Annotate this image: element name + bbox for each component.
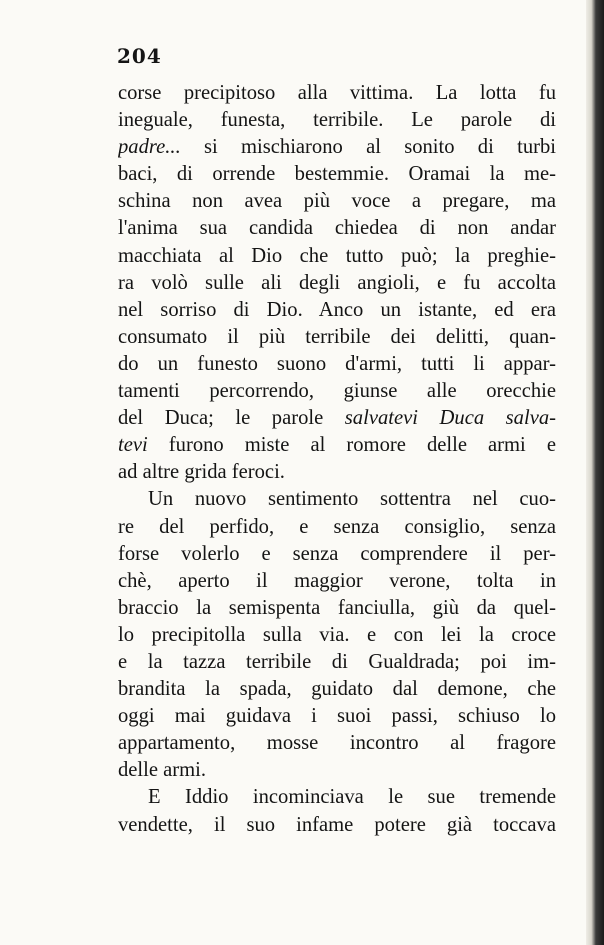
text-line xyxy=(118,432,556,459)
text-line xyxy=(118,80,556,107)
text-segment: delle armi. xyxy=(118,759,207,782)
text-segment: corse precipitoso alla vittima. La lotta fu xyxy=(118,82,556,104)
text-line xyxy=(118,757,556,784)
text-line xyxy=(118,568,556,595)
text-segment: lo precipitolla sulla via. e con lei la croce xyxy=(118,623,556,646)
text-line xyxy=(118,595,556,622)
text-segment: si mischiarono al sonito di turbi xyxy=(180,136,556,159)
text-segment: Un nuovo sentimento sottentra nel cuo- xyxy=(148,488,556,511)
text-segment: consumato il più terribile dei delitti, quan- xyxy=(118,325,556,348)
text-line xyxy=(118,676,556,703)
text-line xyxy=(118,270,556,297)
text-line xyxy=(118,324,556,351)
text-segment: braccio la semispenta fanciulla, giù da quel- xyxy=(118,596,556,619)
text-line xyxy=(118,622,556,649)
text-segment: ra volò sulle ali degli angioli, e fu accolta xyxy=(118,271,556,294)
italic-text: salvatevi Duca salva- xyxy=(344,407,556,430)
text-line xyxy=(118,703,556,730)
text-line xyxy=(118,215,556,242)
text-segment: re del perfido, e senza consiglio, senza xyxy=(118,515,556,538)
text-segment: schina non avea più voce a pregare, ma xyxy=(118,190,556,213)
text-segment: nel sorriso di Dio. Anco un istante, ed era xyxy=(118,298,556,321)
text-segment: furono miste al romore delle armi e xyxy=(147,434,556,457)
italic-text: padre... xyxy=(118,136,181,159)
text-segment: vendette, il suo infame potere già toccava xyxy=(118,813,556,836)
text-line xyxy=(118,812,556,839)
text-segment: tamenti percorrendo, giunse alle orecchie xyxy=(118,380,556,403)
text-line xyxy=(118,351,556,378)
text-line xyxy=(118,784,556,811)
body-text xyxy=(118,80,556,839)
text-segment: del Duca; le parole xyxy=(118,407,345,430)
text-segment: chè, aperto il maggior verone, tolta in xyxy=(118,569,556,592)
text-segment: e la tazza terribile di Gualdrada; poi im- xyxy=(118,650,556,673)
text-line xyxy=(118,243,556,270)
text-segment: ineguale, funesta, terribile. Le parole di xyxy=(118,109,556,132)
text-line xyxy=(118,161,556,188)
text-segment: l'anima sua candida chiedea di non andar xyxy=(118,217,556,240)
text-line xyxy=(118,459,556,486)
text-line xyxy=(118,378,556,405)
text-segment: baci, di orrende bestemmie. Oramai la me- xyxy=(118,163,556,186)
text-segment: E Iddio incominciava le sue tremende xyxy=(148,786,556,809)
text-line xyxy=(118,405,556,432)
text-segment: do un funesto suono d'armi, tutti li appar- xyxy=(118,352,556,375)
text-line xyxy=(118,107,556,134)
text-line xyxy=(118,188,556,215)
text-line xyxy=(118,514,556,541)
text-line xyxy=(118,730,556,757)
page-number: 204 xyxy=(117,44,162,68)
text-segment: forse volerlo e senza comprendere il per- xyxy=(118,542,556,565)
page-binding-edge xyxy=(586,0,604,945)
text-line xyxy=(118,486,556,513)
text-segment: oggi mai guidava i suoi passi, schiuso lo xyxy=(118,705,556,728)
text-line xyxy=(118,541,556,568)
text-line xyxy=(118,297,556,324)
text-line xyxy=(118,134,556,161)
text-segment: macchiata al Dio che tutto può; la preghie- xyxy=(118,244,556,267)
text-segment: brandita la spada, guidato dal demone, che xyxy=(118,678,556,701)
text-segment: ad altre grida feroci. xyxy=(118,461,285,484)
text-line xyxy=(118,649,556,676)
italic-text: tevi xyxy=(118,434,148,457)
text-segment: appartamento, mosse incontro al fragore xyxy=(118,732,556,755)
